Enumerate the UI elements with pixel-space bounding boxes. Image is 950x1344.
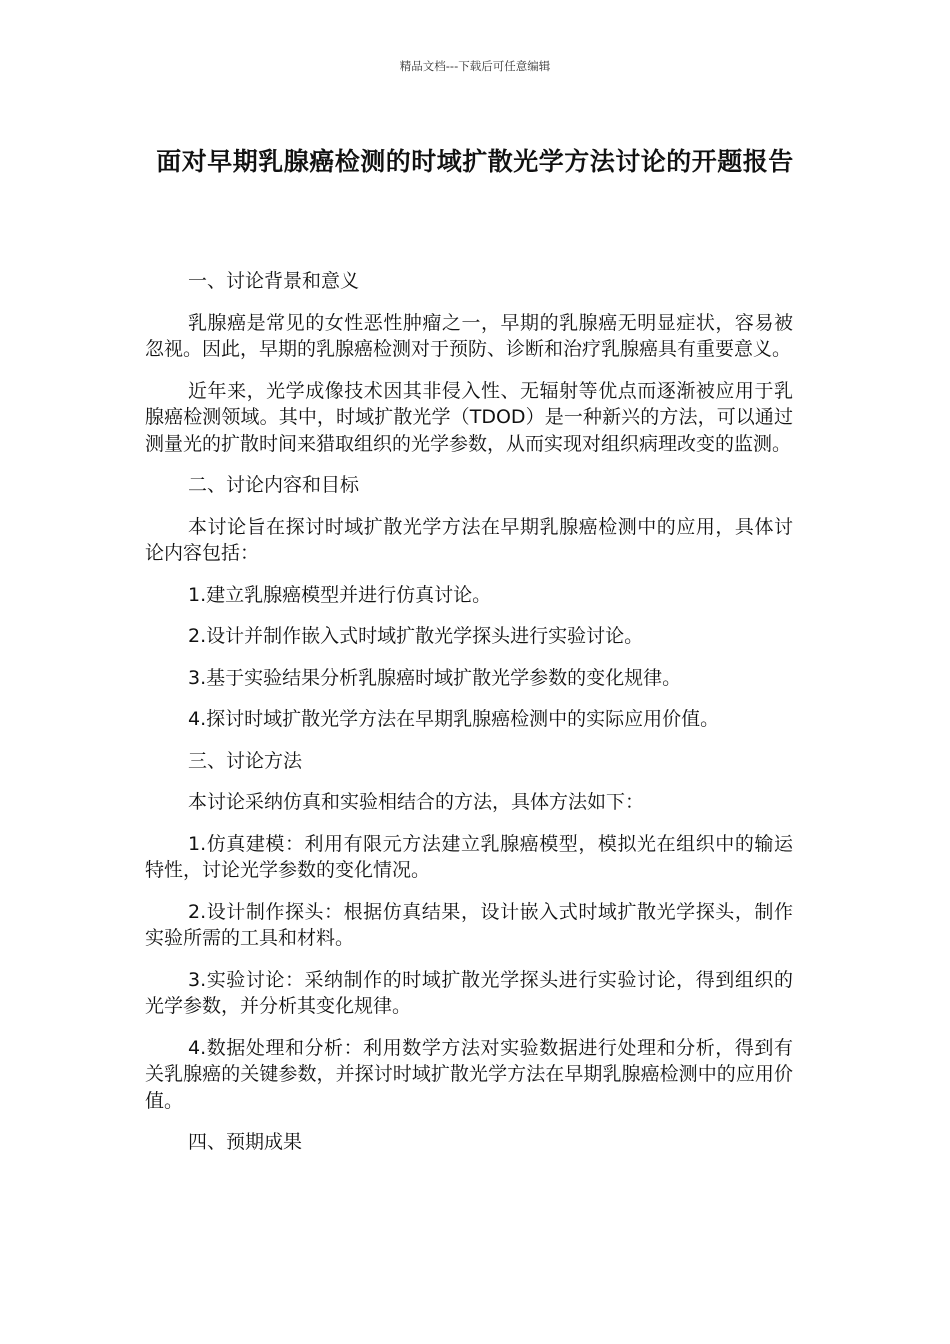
list-item: 1.仿真建模：利用有限元方法建立乳腺癌模型，模拟光在组织中的输运特性，讨论光学参数的变化情况。 — [145, 832, 793, 881]
list-item: 3.实验讨论：采纳制作的时域扩散光学探头进行实验讨论，得到组织的光学参数，并分析其变化规律。 — [145, 968, 793, 1017]
list-item: 3.基于实验结果分析乳腺癌时域扩散光学参数的变化规律。 — [188, 666, 682, 689]
section-heading-methods: 三、讨论方法 — [188, 749, 303, 772]
list-item: 4.数据处理和分析：利用数学方法对实验数据进行处理和分析，得到有关乳腺癌的关键参数，并探讨时域扩散光学方法在早期乳腺癌检测中的应用价值。 — [145, 1036, 793, 1112]
paragraph: 乳腺癌是常见的女性恶性肿瘤之一，早期的乳腺癌无明显症状，容易被忽视。因此，早期的乳腺癌检测对于预防、诊断和治疗乳腺癌具有重要意义。 — [145, 311, 793, 360]
section-heading-outcomes: 四、预期成果 — [188, 1131, 303, 1153]
section-heading-background: 一、讨论背景和意义 — [188, 270, 360, 292]
header-note: 精品文档---下载后可任意编辑 — [399, 59, 551, 73]
list-item: 1.建立乳腺癌模型并进行仿真讨论。 — [188, 583, 492, 606]
list-item: 2.设计并制作嵌入式时域扩散光学探头进行实验讨论。 — [188, 625, 644, 647]
document-body — [145, 268, 793, 1171]
paragraph: 本讨论旨在探讨时域扩散光学方法在早期乳腺癌检测中的应用，具体讨论内容包括： — [145, 515, 793, 564]
paragraph: 近年来，光学成像技术因其非侵入性、无辐射等优点而逐渐被应用于乳腺癌检测领域。其中，时域扩散光学（TDOD）是一种新兴的方法，可以通过测量光的扩散时间来猎取组织的光学参数，从而实现对组织病理改变的监测。 — [145, 379, 793, 455]
document-title: 面对早期乳腺癌检测的时域扩散光学方法讨论的开题报告 — [156, 147, 794, 176]
section-heading-content: 二、讨论内容和目标 — [188, 474, 360, 496]
paragraph: 本讨论采纳仿真和实验相结合的方法，具体方法如下： — [188, 791, 645, 813]
list-item: 2.设计制作探头：根据仿真结果，设计嵌入式时域扩散光学探头，制作实验所需的工具和材料。 — [145, 900, 793, 949]
list-item: 4.探讨时域扩散光学方法在早期乳腺癌检测中的实际应用价值。 — [188, 708, 720, 730]
